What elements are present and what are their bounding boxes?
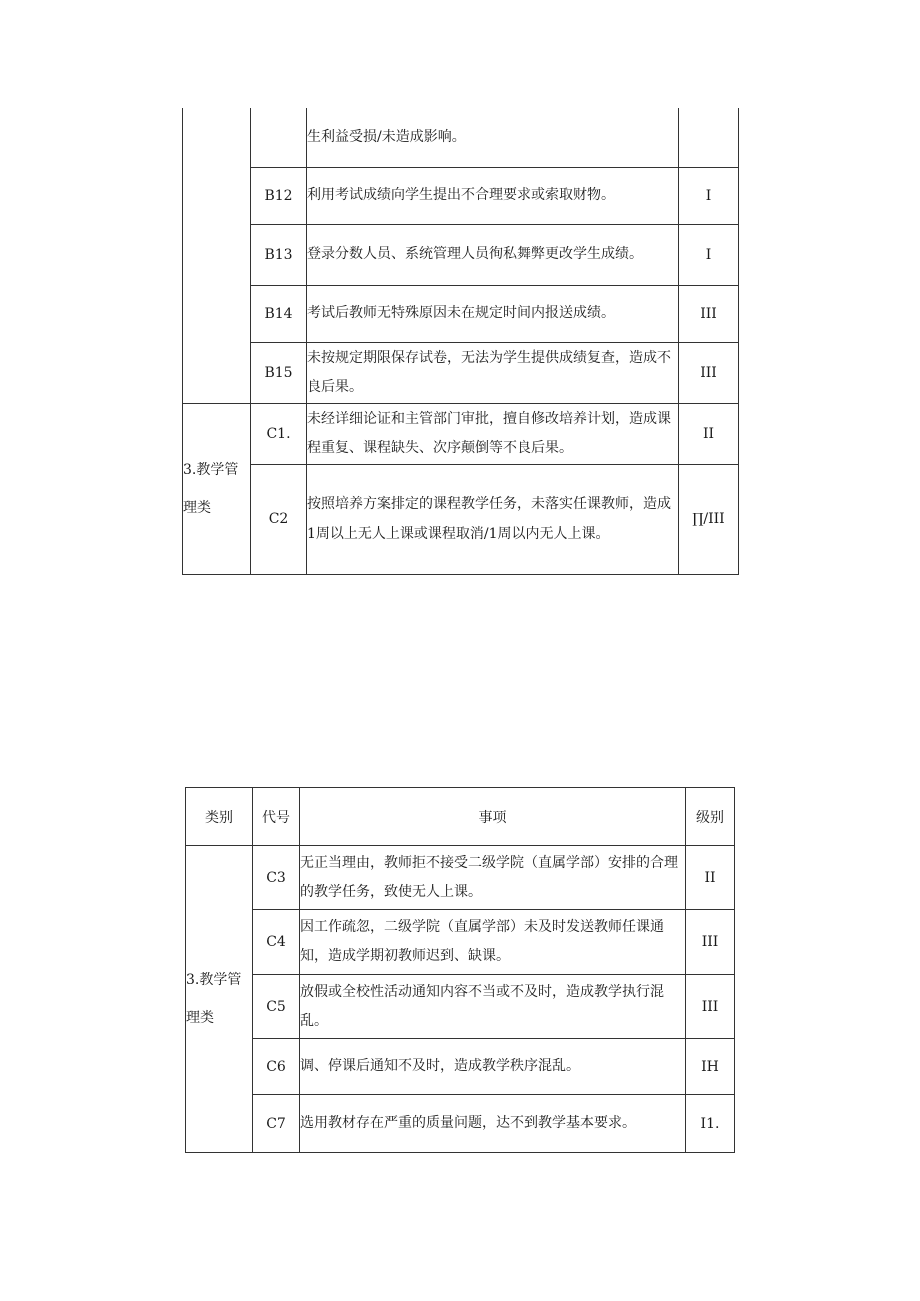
level-cell: II [686,846,735,910]
table-row [183,285,739,342]
item-cell: 未按规定期限保存试卷，无法为学生提供成绩复查，造成不良后果。 [307,342,679,403]
code-cell: B15 [251,342,307,403]
table-row [183,167,739,224]
category-cell [183,108,251,403]
category-cell: 3.教学管理类 [186,846,253,1153]
level-cell: I [679,224,739,285]
level-cell: I [679,167,739,224]
level-cell: III [686,975,735,1039]
level-cell: III [686,910,735,975]
code-cell: C5 [253,975,300,1039]
item-cell: 未经详细论证和主管部门审批，擅自修改培养计划，造成课程重复、课程缺失、次序颠倒等不良后果。 [307,403,679,464]
category-cell: 3.教学管理类 [183,403,251,574]
table-row [183,403,739,464]
table-row [186,1095,735,1153]
item-cell: 放假或全校性活动通知内容不当或不及时，造成教学执行混乱。 [300,975,686,1039]
table-row [183,108,739,167]
item-cell: 利用考试成绩向学生提出不合理要求或索取财物。 [307,167,679,224]
header-category: 类别 [186,788,253,846]
code-cell: C2 [251,464,307,574]
code-cell: B13 [251,224,307,285]
code-cell: C6 [253,1039,300,1095]
table-row [186,975,735,1039]
item-cell: 选用教材存在严重的质量问题，达不到教学基本要求。 [300,1095,686,1153]
level-cell: II [679,403,739,464]
regulation-table [185,787,735,1153]
level-cell: ∏/III [679,464,739,574]
item-cell: 考试后教师无特殊原因未在规定时间内报送成绩。 [307,285,679,342]
code-cell: C1. [251,403,307,464]
level-cell: III [679,285,739,342]
header-level: 级别 [686,788,735,846]
table-row [183,464,739,574]
code-cell: B14 [251,285,307,342]
item-cell: 无正当理由，教师拒不接受二级学院（直属学部）安排的合理的教学任务，致使无人上课。 [300,846,686,910]
code-cell: B12 [251,167,307,224]
code-cell [251,108,307,167]
code-cell: C4 [253,910,300,975]
table-row [183,224,739,285]
item-cell: 调、停课后通知不及时，造成教学秩序混乱。 [300,1039,686,1095]
item-cell: 按照培养方案排定的课程教学任务，未落实任课教师，造成1周以上无人上课或课程取消/1周以内无人上课。 [307,464,679,574]
item-cell: 生利益受损/未造成影响。 [307,108,679,167]
code-cell: C3 [253,846,300,910]
table-row [186,910,735,975]
table-row [186,846,735,910]
level-cell: III [679,342,739,403]
item-cell: 登录分数人员、系统管理人员徇私舞弊更改学生成绩。 [307,224,679,285]
regulation-table-continued [182,108,739,575]
table-row [183,342,739,403]
level-cell [679,108,739,167]
table-header-row [186,788,735,846]
item-cell: 因工作疏忽，二级学院（直属学部）未及时发送教师任课通知，造成学期初教师迟到、缺课。 [300,910,686,975]
header-item: 事项 [300,788,686,846]
code-cell: C7 [253,1095,300,1153]
level-cell: I1. [686,1095,735,1153]
level-cell: IH [686,1039,735,1095]
header-code: 代号 [253,788,300,846]
table-row [186,1039,735,1095]
